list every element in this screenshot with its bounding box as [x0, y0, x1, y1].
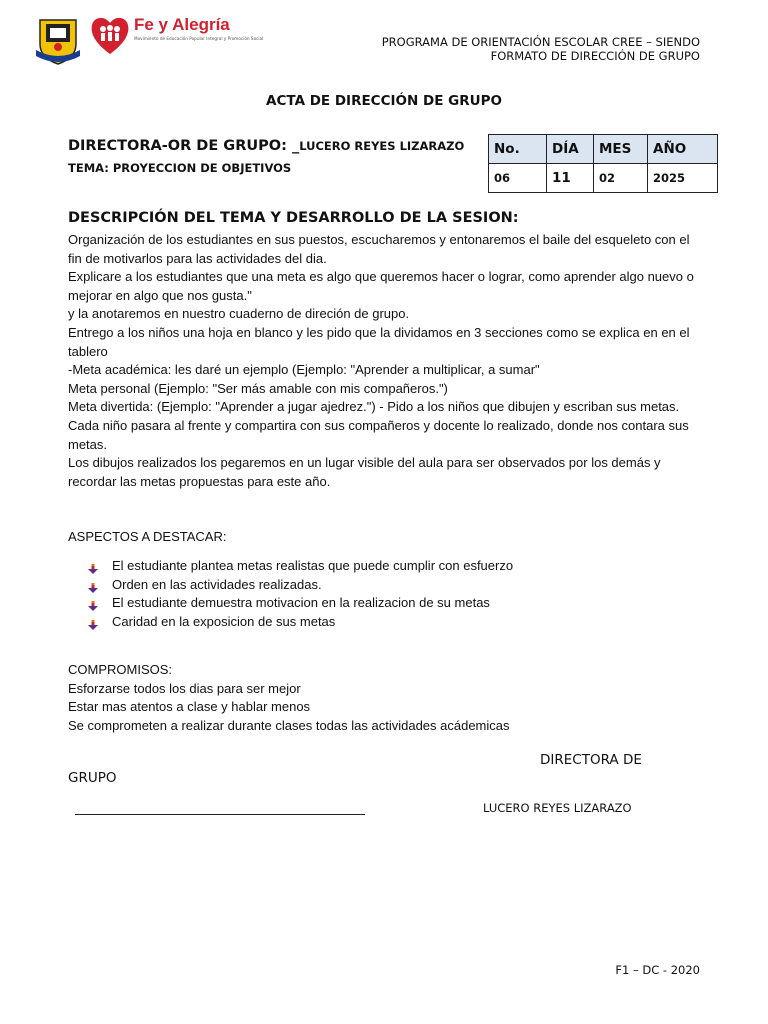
signature-role-line2: GRUPO — [68, 770, 117, 786]
compromisos-title: COMPROMISOS: — [68, 662, 173, 677]
header-dia: DÍA — [547, 135, 594, 164]
school-shield-logo — [32, 14, 84, 70]
arrow-bullet-icon — [88, 561, 98, 571]
signature-name: LUCERO REYES LIZARAZO — [483, 801, 632, 815]
value-ano: 2025 — [648, 164, 718, 193]
description-paragraph: -Meta académica: les daré un ejemplo (Ejemplo: "Aprender a multiplicar, a sumar" — [68, 362, 540, 378]
description-paragraph: Cada niño pasara al frente y compartira con sus compañeros y docente lo realizado, donde nos contara sus metas. — [68, 417, 689, 452]
date-table — [488, 134, 718, 193]
list-item — [88, 613, 513, 632]
description-paragraph: Entrego a los niños una hoja en blanco y les pido que la dividamos en 3 secciones como se explica en en el tablero — [68, 324, 690, 359]
format-title: FORMATO DE DIRECCIÓN DE GRUPO — [490, 49, 700, 63]
director-line — [68, 138, 464, 154]
date-table-values-row — [489, 164, 718, 193]
value-no: 06 — [489, 164, 547, 193]
arrow-bullet-icon — [88, 617, 98, 627]
header-mes: MES — [594, 135, 648, 164]
list-item — [88, 594, 513, 613]
fe-y-alegria-logo — [90, 14, 269, 58]
brand-name: Fe y Alegría — [134, 15, 230, 34]
tema-line: TEMA: PROYECCION DE OBJETIVOS — [68, 161, 292, 175]
section-title — [68, 210, 519, 226]
description-paragraph: Meta personal (Ejemplo: "Ser más amable con mis compañeros.") — [68, 380, 448, 396]
arrow-bullet-icon — [88, 580, 98, 590]
signature-line — [75, 810, 365, 815]
compromiso-item: Esforzarse todos los dias para ser mejor — [68, 680, 301, 696]
director-name: LUCERO REYES LIZARAZO — [299, 139, 465, 153]
value-mes: 02 — [594, 164, 648, 193]
aspect-text: El estudiante demuestra motivacion en la realizacion de su metas — [112, 595, 490, 611]
aspect-text: Orden en las actividades realizadas. — [112, 576, 322, 592]
director-label: DIRECTORA-OR DE GRUPO: — [68, 138, 287, 154]
date-table-header-row — [489, 135, 718, 164]
program-title: PROGRAMA DE ORIENTACIÓN ESCOLAR CREE – SIENDO — [381, 35, 700, 49]
program-header — [382, 35, 700, 63]
compromisos-section — [68, 661, 510, 735]
description-paragraph: y la anotaremos en nuestro cuaderno de direción de grupo. — [68, 306, 410, 322]
section-title-text: DESCRIPCIÓN DEL TEMA Y DESARROLLO DE LA SESION — [68, 210, 513, 226]
description-body — [68, 231, 704, 491]
director-prefix: _ — [291, 138, 300, 154]
value-dia: 11 — [547, 164, 594, 193]
description-paragraph: Explicare a los estudiantes que una meta es algo que queremos hacer o lograr, como aprender algo nuevo o mejorar en algo que nos gusta." — [68, 269, 694, 303]
signature-role-line1: DIRECTORA DE — [540, 752, 642, 768]
header-ano: AÑO — [648, 135, 718, 164]
aspects-list — [88, 557, 513, 631]
aspect-text: Caridad en la exposicion de sus metas — [112, 613, 336, 629]
header-no: No. — [489, 135, 547, 164]
compromiso-item: Estar mas atentos a clase y hablar menos — [68, 699, 311, 715]
section-title-colon: : — [512, 210, 519, 226]
aspect-text: El estudiante plantea metas realistas que puede cumplir con esfuerzo — [112, 558, 514, 573]
document-title: ACTA DE DIRECCIÓN DE GRUPO — [266, 93, 502, 109]
description-paragraph: Los dibujos realizados los pegaremos en un lugar visible del aula para ser observados por los demás y recordar las metas propuestas para este año. — [68, 455, 661, 489]
compromiso-item: Se comprometen a realizar durante clases todas las actividades acádemicas — [68, 717, 510, 733]
description-paragraph: Meta divertida: (Ejemplo: "Aprender a jugar ajedrez.") - Pido a los niños que dibujen y escriban sus metas. — [68, 399, 680, 415]
list-item — [88, 576, 513, 595]
aspects-title: ASPECTOS A DESTACAR: — [68, 529, 227, 544]
brand-tagline: Movimiento de Educación Popular Integral y Promoción Social — [134, 36, 264, 41]
list-item — [88, 557, 513, 576]
footer-code: F1 – DC - 2020 — [615, 963, 700, 977]
arrow-bullet-icon — [88, 598, 98, 608]
description-paragraph: Organización de los estudiantes en sus puestos, escucharemos y entonaremos el baile del esqueleto con el fin de motivarlos para las actividades del dia. — [68, 232, 690, 266]
